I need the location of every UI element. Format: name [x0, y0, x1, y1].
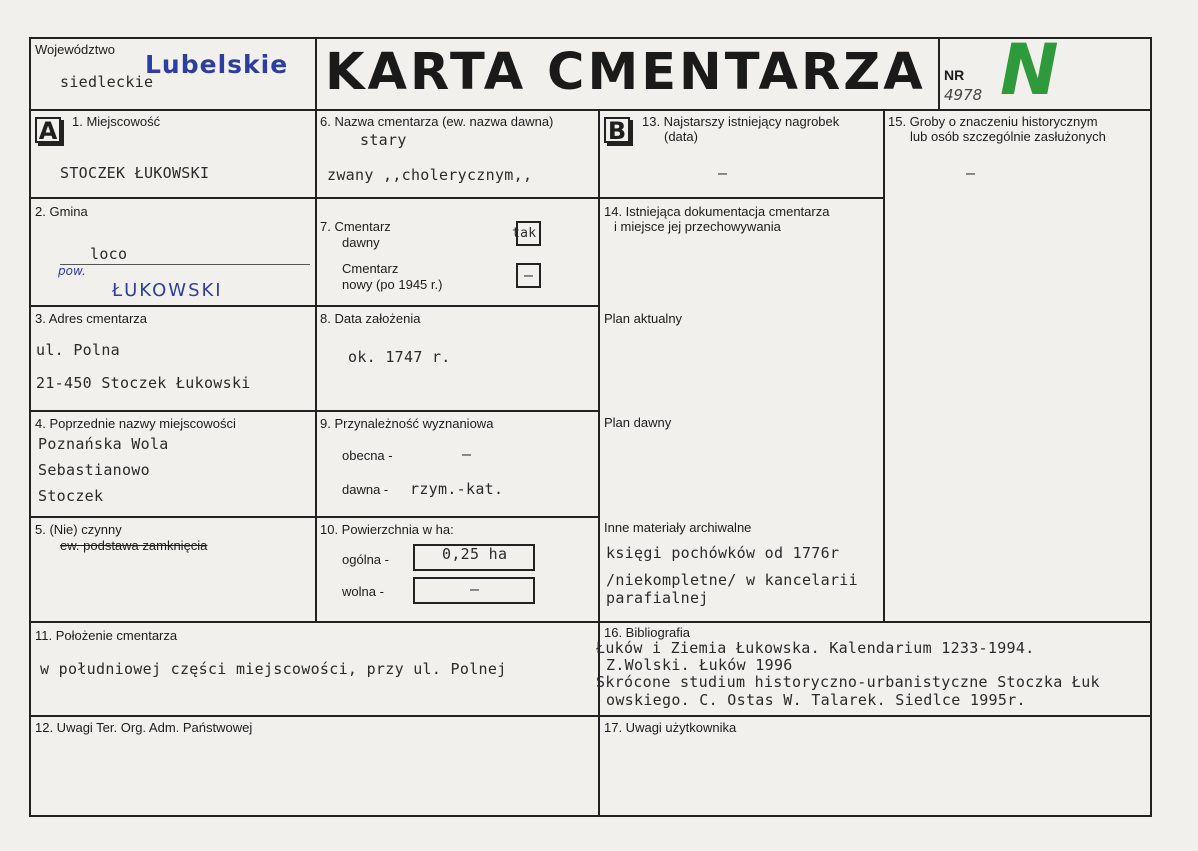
field-13-value: –	[718, 164, 728, 182]
field-7-label-b: dawny	[342, 235, 380, 250]
divider-row4	[29, 516, 600, 518]
field-15-label-a: 15. Groby o znaczeniu historycznym	[888, 114, 1098, 129]
field-1-value: STOCZEK ŁUKOWSKI	[60, 164, 210, 182]
field-7-label-a: 7. Cmentarz	[320, 219, 391, 234]
field-2-label: 2. Gmina	[35, 204, 88, 219]
field-6-line2: zwany ,,cholerycznym,,	[327, 166, 533, 184]
field-1-label: 1. Miejscowość	[72, 114, 161, 129]
inne-materialy-line2: /niekompletne/ w kancelarii	[606, 571, 858, 589]
field-10-ogolna-value: 0,25 ha	[442, 545, 508, 563]
field-9-dawna-value: rzym.-kat.	[410, 480, 504, 498]
field-3-line2: 21-450 Stoczek Łukowski	[36, 374, 251, 392]
field-10-label: 10. Powierzchnia w ha:	[320, 522, 454, 537]
field-15-label-b: lub osób szczególnie zasłużonych	[910, 129, 1106, 144]
divider-row1	[29, 197, 884, 199]
field-9-obecna-label: obecna -	[342, 448, 393, 463]
inne-materialy-line3: parafialnej	[606, 589, 709, 607]
field-13-label-a: 13. Najstarszy istniejący nagrobek	[642, 114, 840, 129]
field-11-value: w południowej części miejscowości, przy ul. Polnej	[40, 660, 507, 678]
field-16-line4: owskiego. C. Ostas W. Talarek. Siedlce 1995r.	[606, 691, 1026, 709]
field-14-label-a: 14. Istniejąca dokumentacja cmentarza	[604, 204, 830, 219]
field-5-sub: ew. podstawa zamknięcia	[60, 538, 208, 553]
divider-col3	[883, 109, 885, 622]
field-7-label-d: nowy (po 1945 r.)	[342, 277, 443, 292]
field-6-line1: stary	[360, 131, 407, 149]
frame-right	[1150, 37, 1152, 817]
field-16-label: 16. Bibliografia	[604, 625, 690, 640]
field-4-label: 4. Poprzednie nazwy miejscowości	[35, 416, 236, 431]
field-13-label-b: (data)	[664, 129, 698, 144]
field-9-label: 9. Przynależność wyznaniowa	[320, 416, 494, 431]
divider-row6	[29, 715, 1151, 717]
field-6-label: 6. Nazwa cmentarza (ew. nazwa dawna)	[320, 114, 554, 129]
wojewodztwo-stamp: Lubelskie	[145, 50, 289, 79]
field-11-label: 11. Położenie cmentarza	[35, 628, 178, 643]
field-2-value: loco	[90, 245, 128, 263]
field-7-box-dawny-value: tak	[512, 226, 537, 241]
field-14-label-b: i miejsce jej przechowywania	[614, 219, 781, 234]
divider-col2	[598, 109, 600, 817]
nr-label: NR	[944, 67, 965, 83]
section-a-letter: A	[35, 117, 61, 143]
field-4-line2: Sebastianowo	[38, 461, 150, 479]
page-title: KARTA CMENTARZA	[325, 43, 926, 102]
field-4-line1: Poznańska Wola	[38, 435, 169, 453]
field-15-value: –	[966, 164, 976, 182]
field-2-pow-value: ŁUKOWSKI	[112, 280, 223, 301]
field-9-dawna-label: dawna -	[342, 482, 389, 497]
field-16-line2: Z.Wolski. Łuków 1996	[606, 656, 793, 674]
nr-value: 4978	[944, 86, 983, 104]
divider-col1	[315, 109, 317, 622]
field-4-line3: Stoczek	[38, 487, 104, 505]
field-8-label: 8. Data założenia	[320, 311, 421, 326]
field-2-underline	[60, 264, 310, 265]
field-3-line1: ul. Polna	[36, 341, 120, 359]
field-2-pow-label: pow.	[58, 264, 86, 278]
field-17-label: 17. Uwagi użytkownika	[604, 720, 737, 735]
field-8-value: ok. 1747 r.	[348, 348, 451, 366]
field-16-line3: Skrócone studium historyczno-urbanistyczne Stoczka Łuk	[596, 673, 1100, 691]
field-16-line1: Łuków i Ziemia Łukowska. Kalendarium 1233-1994.	[596, 639, 1035, 657]
divider-header-nr	[938, 37, 940, 110]
divider-row5	[29, 621, 1151, 623]
field-3-label: 3. Adres cmentarza	[35, 311, 147, 326]
category-letter: N	[1000, 29, 1059, 111]
divider-header-bottom	[29, 109, 1151, 111]
section-b-letter: B	[604, 117, 630, 143]
wojewodztwo-label: Województwo	[35, 42, 115, 57]
frame-bottom	[29, 815, 1151, 817]
divider-row2	[29, 305, 600, 307]
frame-left	[29, 37, 31, 817]
field-10-wolna-value: –	[470, 580, 480, 598]
field-5-label: 5. (Nie) czynny	[35, 522, 122, 537]
field-7-label-c: Cmentarz	[342, 261, 399, 276]
field-12-label: 12. Uwagi Ter. Org. Adm. Państwowej	[35, 720, 253, 735]
plan-dawny-label: Plan dawny	[604, 415, 672, 430]
wojewodztwo-old: siedleckie	[60, 73, 154, 91]
inne-materialy-label: Inne materiały archiwalne	[604, 520, 752, 535]
inne-materialy-line1: księgi pochówków od 1776r	[606, 544, 840, 562]
field-10-wolna-label: wolna -	[342, 584, 384, 599]
field-10-ogolna-label: ogólna -	[342, 552, 389, 567]
frame-top	[29, 37, 1151, 39]
field-9-obecna-value: –	[462, 445, 472, 463]
divider-row3	[29, 410, 600, 412]
field-7-box-nowy-value: –	[524, 266, 534, 284]
divider-header-left	[315, 37, 317, 110]
plan-aktualny-label: Plan aktualny	[604, 311, 683, 326]
